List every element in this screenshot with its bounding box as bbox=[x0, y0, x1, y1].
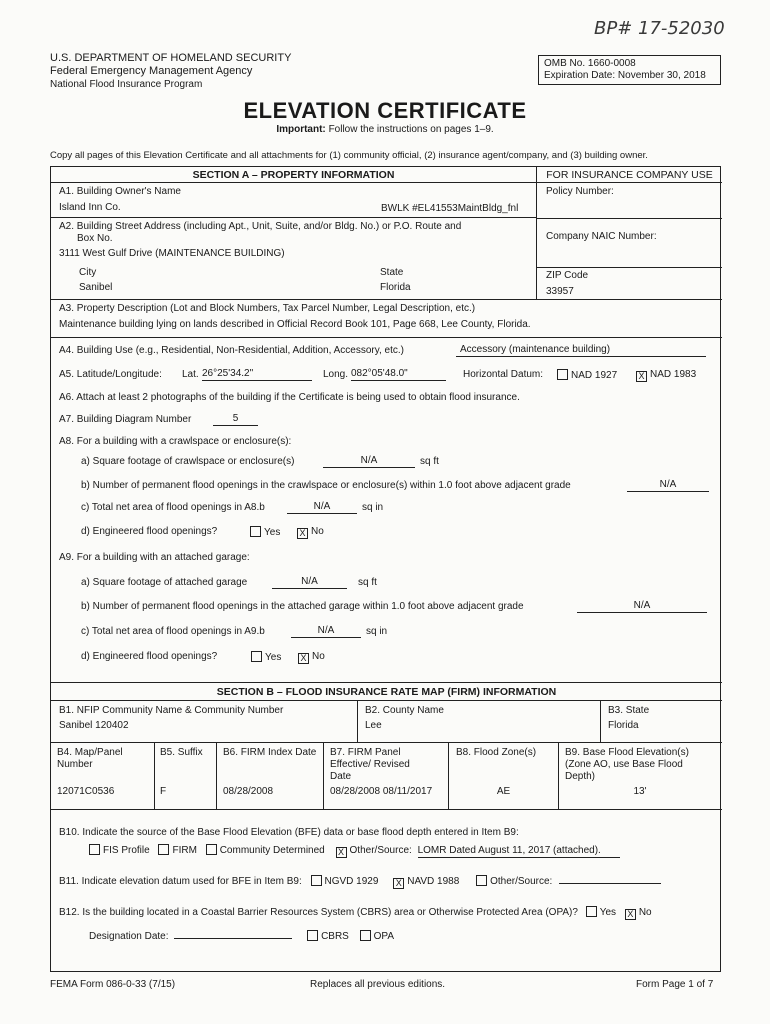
b10-options bbox=[89, 844, 620, 858]
a8a-unit: sq ft bbox=[420, 456, 439, 467]
community-checkbox[interactable] bbox=[206, 844, 217, 855]
section-b-title: SECTION B – FLOOD INSURANCE RATE MAP (FIRM) INFORMATION bbox=[216, 686, 557, 698]
omb-box bbox=[538, 55, 721, 85]
b3-value: Florida bbox=[608, 720, 639, 731]
city-label: City bbox=[79, 267, 97, 278]
a3-block bbox=[59, 303, 709, 331]
divider bbox=[51, 337, 722, 338]
a9d-no-label: No bbox=[312, 651, 325, 662]
page-title: ELEVATION CERTIFICATE bbox=[243, 98, 527, 123]
section-a-title: SECTION A – PROPERTY INFORMATION bbox=[192, 169, 395, 181]
opa-label: OPA bbox=[373, 931, 395, 942]
a7-label: A7. Building Diagram Number bbox=[59, 414, 192, 425]
a8c-label: c) Total net area of flood openings in A8.b bbox=[81, 502, 265, 513]
a4-label: A4. Building Use (e.g., Residential, Non-Residential, Addition, Accessory, etc.) bbox=[59, 345, 404, 356]
b7-value: 08/28/2008 08/11/2017 bbox=[330, 786, 433, 797]
city-cell bbox=[79, 267, 112, 294]
a2-street-address: 3111 West Gulf Drive (MAINTENANCE BUILDING) bbox=[59, 248, 285, 259]
section-a-header bbox=[51, 167, 536, 183]
b12-yes-checkbox[interactable] bbox=[586, 906, 597, 917]
nad1927-checkbox[interactable] bbox=[557, 369, 568, 380]
opa-checkbox[interactable] bbox=[360, 930, 371, 941]
latitude-value: 26°25'34.2" bbox=[202, 368, 312, 381]
b12-label: B12. Is the building located in a Coastal Barrier Resources System (CBRS) area or Otherwise Protected Area (OPA)? bbox=[59, 907, 578, 918]
b5-value: F bbox=[160, 786, 167, 797]
a8a-value: N/A bbox=[323, 455, 415, 468]
navd-label: NAVD 1988 bbox=[407, 876, 460, 887]
agency-name: Federal Emergency Management Agency bbox=[50, 65, 253, 77]
a8d-yes-option[interactable] bbox=[250, 526, 280, 539]
a1-reference: BWLK #EL41553MaintBldg_fnl bbox=[381, 203, 519, 214]
b10-source-value: LOMR Dated August 11, 2017 (attached). bbox=[418, 845, 620, 858]
b12-row bbox=[59, 906, 652, 920]
a9d-no-option[interactable] bbox=[298, 651, 325, 664]
form-number: FEMA Form 086-0-33 (7/15) bbox=[50, 979, 176, 990]
a8d-no-checkbox[interactable]: X bbox=[297, 528, 308, 539]
a8-label: A8. For a building with a crawlspace or enclosure(s): bbox=[59, 436, 292, 447]
a5-label: A5. Latitude/Longitude: bbox=[59, 369, 162, 380]
lat-label: Lat. bbox=[182, 369, 199, 380]
b5-label: B5. Suffix bbox=[160, 747, 203, 758]
long-label: Long. bbox=[323, 369, 349, 380]
horizontal-datum-label: Horizontal Datum: bbox=[463, 369, 544, 380]
a9c-unit: sq in bbox=[366, 626, 388, 637]
a1-block bbox=[59, 186, 529, 214]
a2-label-cont: Box No. bbox=[77, 233, 113, 244]
a8d-no-option[interactable] bbox=[297, 526, 324, 539]
b4-b9-row bbox=[51, 743, 722, 810]
b11-label: B11. Indicate elevation datum used for BFE in Item B9: bbox=[59, 876, 302, 887]
insurance-use-box bbox=[536, 167, 722, 267]
department-name: U.S. DEPARTMENT OF HOMELAND SECURITY bbox=[50, 52, 292, 64]
a8d-label: d) Engineered flood openings? bbox=[81, 526, 218, 537]
omb-number: OMB No. 1660-0008 bbox=[544, 58, 636, 69]
divider bbox=[448, 743, 449, 809]
divider bbox=[51, 299, 722, 300]
b3-cell bbox=[608, 705, 649, 732]
a8a-label: a) Square footage of crawlspace or enclosure(s) bbox=[81, 456, 295, 467]
community-label: Community Determined bbox=[219, 845, 325, 856]
b1-label: B1. NFIP Community Name & Community Number bbox=[59, 705, 284, 716]
a9c-label: c) Total net area of flood openings in A9.b bbox=[81, 626, 265, 637]
b2-label: B2. County Name bbox=[365, 705, 444, 716]
b6-label: B6. FIRM Index Date bbox=[223, 747, 317, 758]
page-number: Form Page 1 of 7 bbox=[636, 979, 714, 990]
cbrs-checkbox[interactable] bbox=[307, 930, 318, 941]
a1-owner-name: Island Inn Co. bbox=[59, 202, 121, 213]
b12-yes-label: Yes bbox=[599, 907, 617, 918]
divider bbox=[216, 743, 217, 809]
a3-property-description: Maintenance building lying on lands described in Official Record Book 101, Page 668, Lee County, Florida. bbox=[59, 319, 531, 330]
b2-cell bbox=[365, 705, 444, 732]
a9d-no-checkbox[interactable]: X bbox=[298, 653, 309, 664]
a3-label: A3. Property Description (Lot and Block Numbers, Tax Parcel Number, Legal Description, etc.) bbox=[59, 303, 476, 314]
a9c-value: N/A bbox=[291, 625, 361, 638]
a2-label: A2. Building Street Address (including Apt., Unit, Suite, and/or Bldg. No.) or P.O. Route and bbox=[59, 221, 462, 232]
divider bbox=[51, 217, 536, 218]
b4-label: B4. Map/Panel Number bbox=[57, 747, 123, 770]
replaces-note: Replaces all previous editions. bbox=[310, 979, 446, 990]
ngvd-label: NGVD 1929 bbox=[324, 876, 379, 887]
a9-label: A9. For a building with an attached garage: bbox=[59, 552, 250, 563]
a9d-yes-option[interactable] bbox=[251, 651, 281, 664]
state-cell bbox=[380, 267, 411, 294]
b10-label: B10. Indicate the source of the Base Flood Elevation (BFE) data or base flood depth entered in Item B9: bbox=[59, 827, 519, 838]
divider bbox=[357, 701, 358, 742]
nad1927-option[interactable] bbox=[557, 369, 617, 382]
firm-label: FIRM bbox=[172, 845, 197, 856]
a8b-label: b) Number of permanent flood openings in the crawlspace or enclosure(s) within 1.0 foot above adjacent grade bbox=[81, 480, 571, 491]
designation-row bbox=[89, 930, 394, 943]
b6-value: 08/28/2008 bbox=[223, 786, 274, 797]
state-label: State bbox=[380, 267, 404, 278]
a8c-value: N/A bbox=[287, 501, 357, 514]
a8d-no-label: No bbox=[311, 526, 324, 537]
divider bbox=[558, 743, 559, 809]
fis-checkbox[interactable] bbox=[89, 844, 100, 855]
important-text: Follow the instructions on pages 1–9. bbox=[328, 124, 494, 135]
a1-label: A1. Building Owner's Name bbox=[59, 186, 181, 197]
a8d-yes-label: Yes bbox=[264, 527, 281, 538]
important-note bbox=[0, 124, 770, 135]
a2-block bbox=[59, 221, 529, 260]
program-name: National Flood Insurance Program bbox=[50, 79, 203, 90]
city-value: Sanibel bbox=[79, 282, 113, 293]
a9b-label: b) Number of permanent flood openings in the attached garage within 1.0 foot above adjacent grade bbox=[81, 601, 524, 612]
b7-label: B7. FIRM Panel Effective/ Revised Date bbox=[330, 747, 410, 782]
insurance-use-header: FOR INSURANCE COMPANY USE bbox=[537, 167, 722, 183]
other-source-checkbox[interactable]: X bbox=[336, 847, 347, 858]
b2-value: Lee bbox=[365, 720, 382, 731]
b12-no-checkbox[interactable]: X bbox=[625, 909, 636, 920]
designation-date-field[interactable] bbox=[174, 938, 292, 939]
ngvd-checkbox[interactable] bbox=[311, 875, 322, 886]
a9b-value: N/A bbox=[577, 600, 707, 613]
a6-label: A6. Attach at least 2 photographs of the building if the Certificate is being used to obtain flood insurance. bbox=[59, 392, 520, 403]
section-b-header bbox=[51, 682, 722, 701]
b9-value: 13' bbox=[633, 786, 647, 797]
handwritten-permit-number: BP# 17-52030 bbox=[594, 18, 725, 39]
b4-value: 12071C0536 bbox=[57, 786, 115, 797]
a9a-label: a) Square footage of attached garage bbox=[81, 577, 248, 588]
nad1983-option[interactable] bbox=[636, 369, 696, 382]
a8c-unit: sq in bbox=[362, 502, 384, 513]
naic-number-field[interactable]: Company NAIC Number: bbox=[546, 231, 657, 242]
b8-label: B8. Flood Zone(s) bbox=[456, 747, 537, 758]
a9d-label: d) Engineered flood openings? bbox=[81, 651, 218, 662]
a8d-yes-checkbox[interactable] bbox=[250, 526, 261, 537]
b1-cell bbox=[59, 705, 283, 732]
b1-value: Sanibel 120402 bbox=[59, 720, 129, 731]
important-label: Important: bbox=[276, 124, 326, 135]
zip-label: ZIP Code bbox=[546, 270, 589, 281]
longitude-value: 082°05'48.0" bbox=[351, 368, 446, 381]
zip-value: 33957 bbox=[546, 286, 574, 297]
b1-b3-row bbox=[51, 701, 722, 743]
a9a-unit: sq ft bbox=[358, 577, 377, 588]
policy-number-field[interactable]: Policy Number: bbox=[537, 183, 722, 219]
zip-cell bbox=[536, 267, 722, 299]
a8b-value: N/A bbox=[627, 479, 709, 492]
b3-label: B3. State bbox=[608, 705, 650, 716]
a4-building-use: Accessory (maintenance building) bbox=[456, 344, 706, 357]
divider bbox=[154, 743, 155, 809]
b11-other-label: Other/Source: bbox=[490, 876, 553, 887]
agency-header bbox=[50, 52, 291, 91]
divider bbox=[600, 701, 601, 742]
other-source-label: Other/Source: bbox=[349, 845, 412, 856]
b9-label: B9. Base Flood Elevation(s) (Zone AO, use Base Flood Depth) bbox=[565, 747, 689, 782]
a9d-yes-label: Yes bbox=[265, 652, 282, 663]
copy-instructions: Copy all pages of this Elevation Certificate and all attachments for (1) community official, (2) insurance agent/company, and (3) building owner. bbox=[50, 150, 648, 161]
navd-checkbox[interactable]: X bbox=[393, 878, 404, 889]
firm-checkbox[interactable] bbox=[158, 844, 169, 855]
a9d-yes-checkbox[interactable] bbox=[251, 651, 262, 662]
a7-diagram-number: 5 bbox=[213, 413, 258, 426]
b8-value: AE bbox=[496, 786, 511, 797]
a9a-value: N/A bbox=[272, 576, 347, 589]
nad1983-checkbox[interactable]: X bbox=[636, 371, 647, 382]
fis-label: FIS Profile bbox=[103, 845, 150, 856]
b11-other-field[interactable] bbox=[559, 883, 661, 884]
b11-row bbox=[59, 875, 661, 889]
nad1927-label: NAD 1927 bbox=[571, 370, 618, 381]
form-frame bbox=[50, 166, 721, 972]
omb-expiration: Expiration Date: November 30, 2018 bbox=[544, 70, 706, 81]
state-value: Florida bbox=[380, 282, 411, 293]
divider bbox=[323, 743, 324, 809]
nad1983-label: NAD 1983 bbox=[650, 369, 697, 380]
cbrs-label: CBRS bbox=[321, 931, 349, 942]
designation-label: Designation Date: bbox=[89, 931, 169, 942]
b11-other-checkbox[interactable] bbox=[476, 875, 487, 886]
b12-no-label: No bbox=[638, 907, 652, 918]
